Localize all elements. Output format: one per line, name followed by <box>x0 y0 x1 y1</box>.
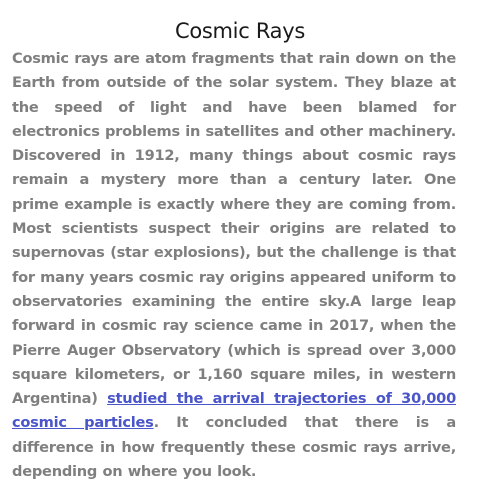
body-text-before-link: Cosmic rays are atom fragments that rain down on the Earth from outside of the solar system. They blaze at the speed of light and have been blamed for electronics problems in satellites and other machinery. Discovered in 1912, many things about cosmic rays remain a mystery more than a century later. One prime example is exactly where they are coming from. Most scientists suspect their origins are related to supernovas (star explosions), but the challenge is that for many years cosmic ray origins appeared uniform to observatories examining the entire sky.A large leap forward in cosmic ray science came in 2017, when the Pierre Auger Observatory (which is spread over 3,000 square kilometers, or 1,160 square miles, in western Argentina) <box>12 50 456 408</box>
slide-body-text <box>12 47 456 484</box>
slide-title: Cosmic Rays <box>174 19 306 43</box>
arrival-trajectories-link[interactable]: studied the arrival trajectories of 30,000 cosmic particles <box>12 390 456 432</box>
body-text-after-link: . It concluded that there is a difference in how frequently these cosmic rays arrive, depending on where you look. <box>12 414 456 481</box>
